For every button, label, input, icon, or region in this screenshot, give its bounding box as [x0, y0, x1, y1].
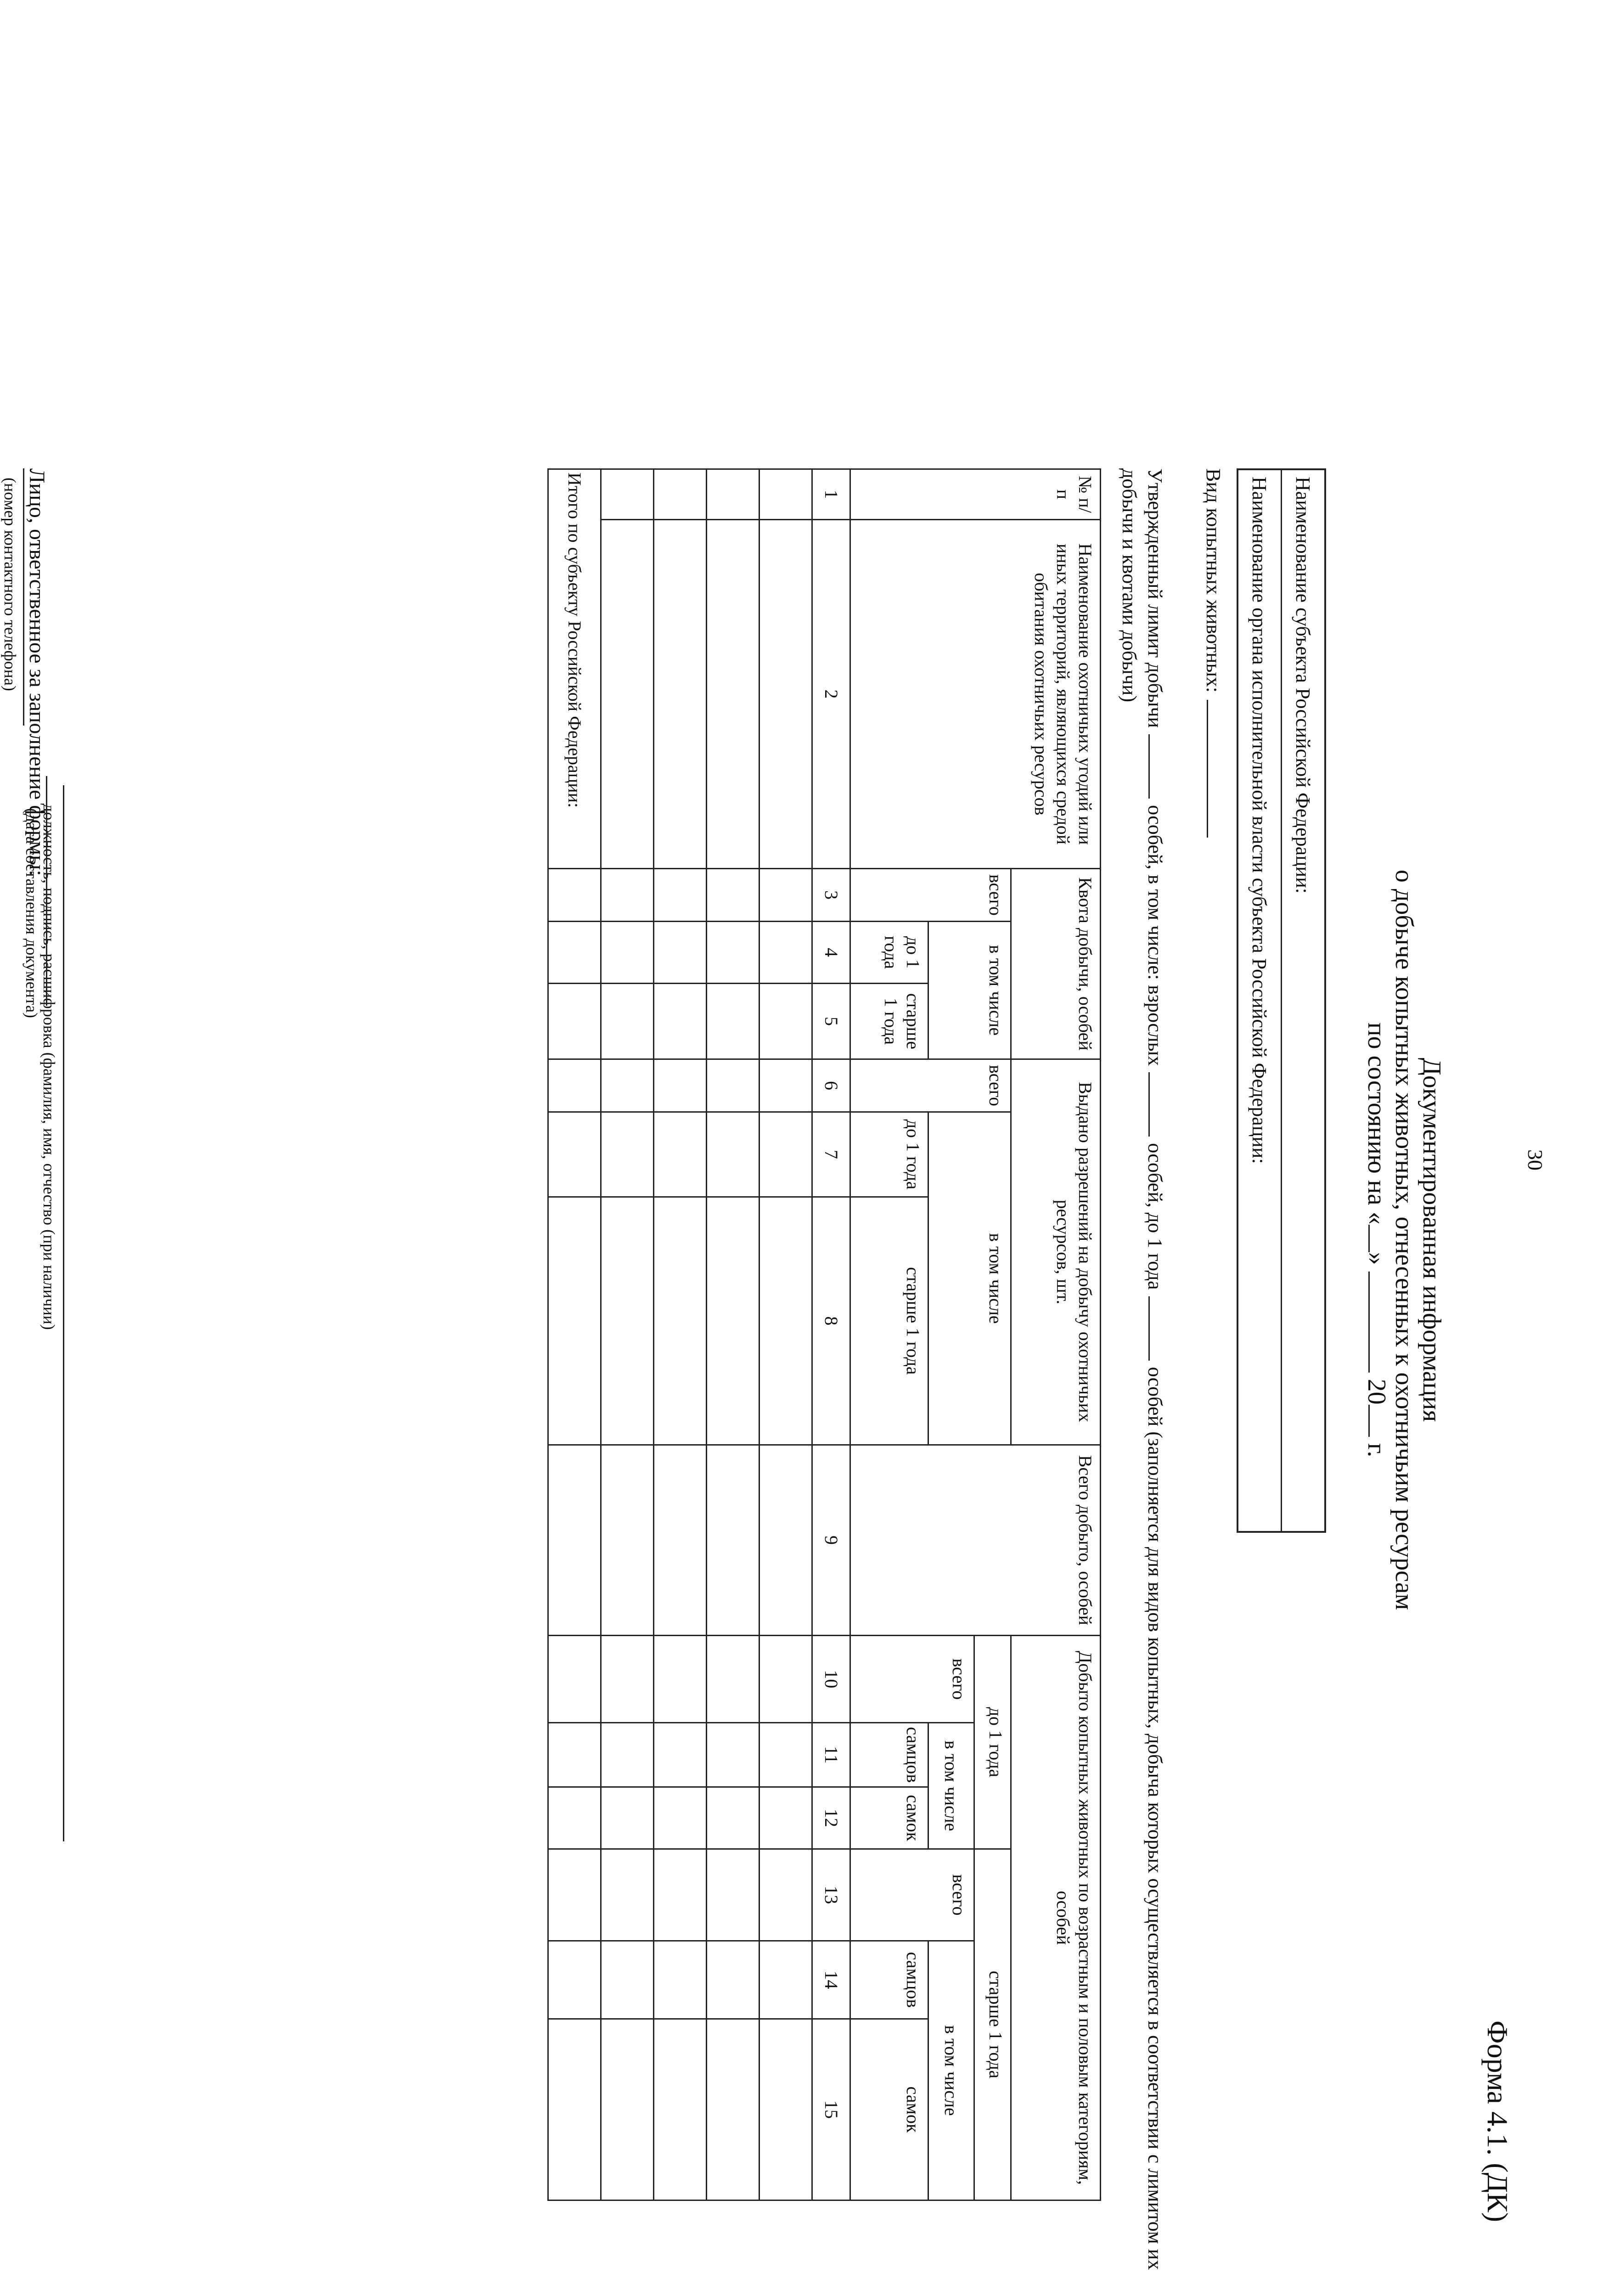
column-number: 14	[812, 1941, 850, 2019]
table-cell[interactable]	[601, 1636, 654, 1723]
limit-part-3: особей, до 1 года	[1144, 1143, 1166, 1290]
total-row	[548, 469, 601, 2200]
table-cell[interactable]	[759, 1849, 812, 1941]
authority-label: Наименование органа исполнительной власти субъекта Российской Федерации:	[1248, 477, 1271, 1164]
table-cell[interactable]	[707, 869, 759, 922]
table-cell[interactable]	[759, 1197, 812, 1445]
header-quota-all: всего	[850, 869, 1011, 922]
table-cell[interactable]	[654, 1849, 707, 1941]
table-cell[interactable]	[759, 1787, 812, 1849]
table-cell[interactable]	[601, 1941, 654, 2019]
subject-field[interactable]	[1282, 470, 1324, 1531]
title-year-prefix: 20	[1362, 1379, 1391, 1405]
table-cell[interactable]	[759, 1941, 812, 2019]
table-cell[interactable]	[759, 1636, 812, 1723]
table-cell[interactable]	[601, 1849, 654, 1941]
limit-part-2: особей, в том числе: взрослых	[1144, 805, 1166, 1066]
table-cell[interactable]	[707, 1849, 759, 1941]
table-cell[interactable]	[759, 1723, 812, 1787]
column-number: 15	[812, 2019, 850, 2200]
authority-field[interactable]	[1238, 470, 1282, 1531]
column-number: 13	[812, 1849, 850, 1941]
table-cell[interactable]	[759, 1059, 812, 1112]
header-under1-all: всего	[850, 1636, 974, 1723]
subject-label: Наименование субъекта Российской Федерации:	[1292, 477, 1315, 894]
table-cell[interactable]	[654, 1941, 707, 2019]
header-over1: старше 1 года	[974, 1849, 1011, 2200]
table-cell[interactable]	[601, 1197, 654, 1445]
header-permits: Выдано разрешений на добычу охотничьих ресурсов, шт.	[1011, 1059, 1101, 1445]
table-cell[interactable]	[601, 869, 654, 922]
table-cell[interactable]	[654, 469, 707, 520]
table-cell[interactable]	[601, 1787, 654, 1849]
column-number: 4	[812, 922, 850, 984]
column-number: 12	[812, 1787, 850, 1849]
table-cell[interactable]	[707, 2019, 759, 2200]
header-over1-males: самцов	[850, 1941, 928, 2019]
table-cell[interactable]	[601, 922, 654, 984]
table-cell[interactable]	[759, 469, 812, 520]
responsible-label: Лицо, ответственное за заполнение формы:	[25, 468, 49, 876]
table-cell[interactable]	[601, 1059, 654, 1112]
column-number: 6	[812, 1059, 850, 1112]
table-cell[interactable]	[654, 1445, 707, 1636]
header-permits-over1: старше 1 года	[850, 1197, 928, 1445]
table-cell[interactable]	[759, 984, 812, 1059]
header-permits-all: всего	[850, 1059, 1011, 1112]
column-number: 2	[812, 520, 850, 869]
table-cell[interactable]	[759, 1112, 812, 1197]
table-cell[interactable]	[759, 520, 812, 869]
table-cell[interactable]	[654, 1787, 707, 1849]
table-cell[interactable]	[707, 520, 759, 869]
date-caption: (дата составления документа)	[22, 808, 41, 1019]
table-cell[interactable]	[654, 1723, 707, 1787]
header-over1-females: самок	[850, 2019, 928, 2200]
total-cell[interactable]	[548, 1445, 601, 1636]
harvest-table	[547, 468, 1101, 2201]
table-cell[interactable]	[601, 1112, 654, 1197]
title-day-blank	[1368, 1225, 1370, 1252]
table-row	[759, 469, 812, 2200]
header-quota-under1: до 1 года	[850, 922, 928, 984]
total-cell[interactable]	[548, 1941, 601, 2019]
table-cell[interactable]	[707, 1112, 759, 1197]
table-cell[interactable]	[654, 520, 707, 869]
total-cell[interactable]	[548, 1197, 601, 1445]
table-cell[interactable]	[759, 2019, 812, 2200]
title-month-blank	[1368, 1272, 1370, 1373]
total-cell[interactable]	[548, 869, 601, 922]
header-total: Всего добыто, особей	[850, 1445, 1101, 1636]
title-line-2: о добыче копытных животных, отнесенных к охотничьим ресурсам	[1390, 869, 1418, 1610]
column-number: 8	[812, 1197, 850, 1445]
table-cell[interactable]	[707, 1197, 759, 1445]
table-cell[interactable]	[654, 1636, 707, 1723]
title-line-3	[1363, 689, 1390, 1791]
limit-part-1: Утвержденный лимит добычи	[1144, 468, 1166, 728]
header-over1-all: всего	[850, 1849, 974, 1941]
total-cell[interactable]	[548, 922, 601, 984]
header-permits-under1: до 1 года	[850, 1112, 928, 1197]
table-cell[interactable]	[601, 2019, 654, 2200]
phone-line[interactable]	[23, 468, 24, 726]
header-under1-incl: в том числе	[928, 1723, 974, 1849]
header-under1-females: самок	[850, 1787, 928, 1849]
animal-kind-label: Вид копытных животных:	[1202, 468, 1225, 693]
header-quota: Квота добычи, особей	[1011, 869, 1101, 1059]
header-quota-over1: старше 1 года	[850, 984, 928, 1059]
column-number: 1	[812, 469, 850, 520]
table-cell[interactable]	[707, 1636, 759, 1723]
column-number: 11	[812, 1723, 850, 1787]
table-cell[interactable]	[707, 1445, 759, 1636]
table-cell[interactable]	[707, 1723, 759, 1787]
document-title	[1363, 689, 1446, 1791]
header-no: № п/п	[850, 469, 1101, 520]
title-date-prefix: по состоянию на «	[1362, 1022, 1391, 1225]
table-cell[interactable]	[759, 922, 812, 984]
table-cell[interactable]	[654, 922, 707, 984]
table-cell[interactable]	[654, 984, 707, 1059]
table-row	[601, 469, 654, 2200]
column-number: 3	[812, 869, 850, 922]
total-cell[interactable]	[548, 2019, 601, 2200]
title-year-blank	[1368, 1405, 1370, 1437]
limit-young-blank[interactable]	[1148, 1296, 1150, 1361]
table-cell[interactable]	[759, 869, 812, 922]
animal-kind-line	[1202, 468, 1225, 838]
header-quota-incl: в том числе	[928, 922, 1011, 1059]
table-cell[interactable]	[707, 922, 759, 984]
table-cell[interactable]	[707, 1941, 759, 2019]
total-cell[interactable]	[548, 1636, 601, 1723]
limit-total-blank[interactable]	[1148, 734, 1150, 799]
date-line[interactable]	[46, 776, 47, 1006]
table-row	[654, 469, 707, 2200]
table-cell[interactable]	[707, 1059, 759, 1112]
total-cell[interactable]	[548, 1849, 601, 1941]
column-number: 9	[812, 1445, 850, 1636]
total-cell[interactable]	[548, 1112, 601, 1197]
header-under1-males: самцов	[850, 1723, 928, 1787]
total-cell[interactable]	[548, 1059, 601, 1112]
table-cell[interactable]	[654, 1059, 707, 1112]
subject-box	[1237, 468, 1326, 1533]
responsible-caption: должность, подпись, расшифровка (фамилия, имя, отчество (при наличии)	[40, 804, 58, 1330]
table-cell[interactable]	[707, 1787, 759, 1849]
table-cell[interactable]	[601, 469, 654, 520]
title-date-mid: »	[1362, 1252, 1391, 1265]
total-cell[interactable]	[548, 1723, 601, 1787]
table-cell[interactable]	[601, 1723, 654, 1787]
table-cell[interactable]	[601, 1445, 654, 1636]
phone-caption: (номер контактного телефона)	[1, 478, 19, 691]
table-cell[interactable]	[654, 1197, 707, 1445]
table-cell[interactable]	[707, 469, 759, 520]
table-cell[interactable]	[707, 984, 759, 1059]
header-under1: до 1 года	[974, 1636, 1011, 1849]
animal-kind-blank[interactable]	[1207, 700, 1208, 838]
table-cell[interactable]	[654, 869, 707, 922]
responsible-signature-line[interactable]	[63, 785, 64, 1841]
column-number: 7	[812, 1112, 850, 1197]
limit-part-4: особей (заполняется для видов копытных, добыча которых осуществляется в соответствии с лимитом их добычи и квотами добычи)	[1118, 468, 1166, 2270]
total-cell[interactable]	[548, 984, 601, 1059]
title-line-1: Документированная информация	[1418, 1058, 1446, 1422]
table-row	[707, 469, 759, 2200]
total-cell[interactable]	[548, 1787, 601, 1849]
limit-adults-blank[interactable]	[1148, 1072, 1150, 1137]
total-label: Итого по субъекту Российской Федерации:	[548, 469, 601, 869]
table-cell[interactable]	[601, 520, 654, 869]
limit-line	[1116, 468, 1168, 2296]
table-cell[interactable]	[601, 984, 654, 1059]
page-number: 30	[1524, 1149, 1547, 1171]
header-name: Наименование охотничьих угодий или иных территорий, являющихся средой обитания охотничьих ресурсов	[850, 520, 1101, 869]
column-number: 5	[812, 984, 850, 1059]
title-date-suffix: г.	[1362, 1443, 1391, 1458]
form-code: Форма 4.1. (ДК)	[1481, 2020, 1514, 2223]
header-over1-incl: в том числе	[928, 1941, 974, 2200]
header-harvest: Добыто копытных животных по возрастным и половым категориям, особей	[1011, 1636, 1101, 2200]
table-cell[interactable]	[654, 2019, 707, 2200]
table-cell[interactable]	[654, 1112, 707, 1197]
column-number: 10	[812, 1636, 850, 1723]
table-cell[interactable]	[759, 1445, 812, 1636]
header-permits-incl: в том числе	[928, 1112, 1011, 1445]
